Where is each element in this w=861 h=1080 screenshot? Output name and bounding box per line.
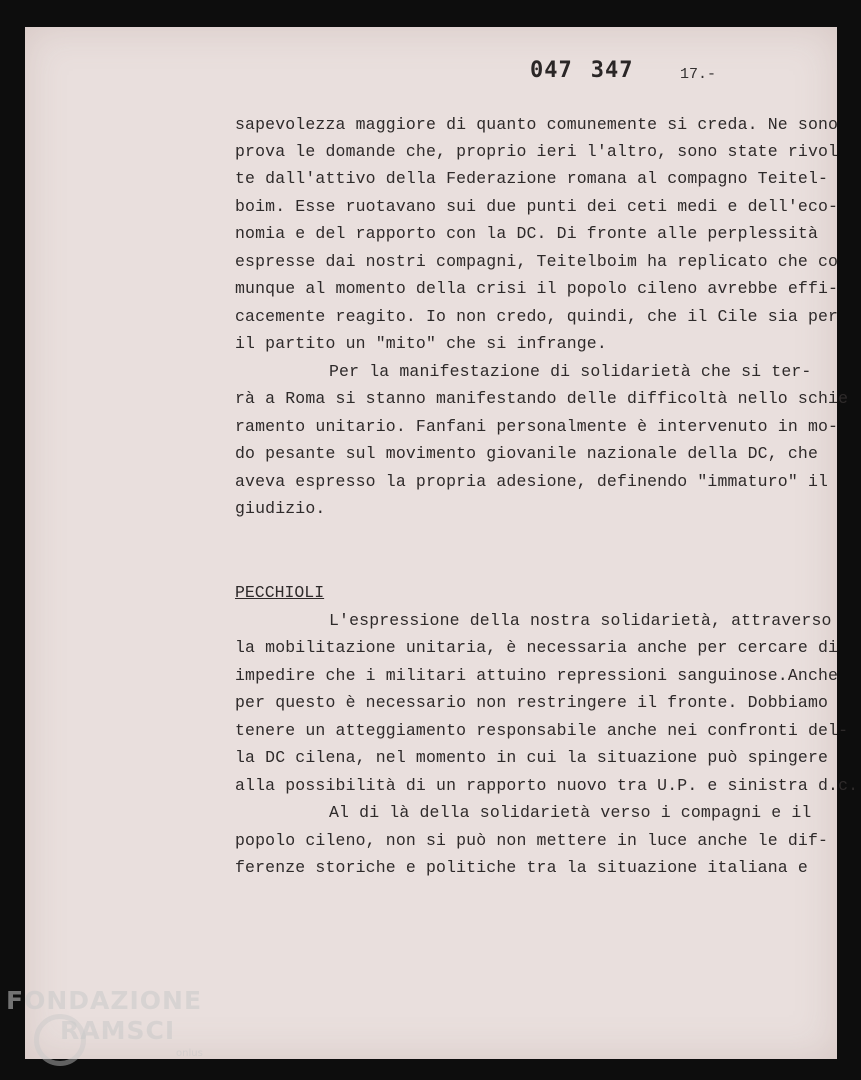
text-line: la DC cilena, nel momento in cui la situazione può spingere (235, 748, 829, 767)
text-line: do pesante sul movimento giovanile nazionale della DC, che (235, 444, 818, 463)
text-line: per questo è necessario non restringere il fronte. Dobbiamo (235, 693, 829, 712)
text-line: giudizio. (235, 499, 326, 518)
text-line: sapevolezza maggiore di quanto comunemente si creda. Ne sono (235, 115, 839, 134)
text-line: rà a Roma si stanno manifestando delle difficoltà nello schie (235, 389, 849, 408)
speaker-heading: PECCHIOLI (235, 583, 325, 602)
text-line: boim. Esse ruotavano sui due punti dei ceti medi e dell'eco- (235, 197, 839, 216)
text-line: aveva espresso la propria adesione, definendo "immaturo" il (235, 472, 829, 491)
text-line: L'espressione della nostra solidarietà, attraverso (329, 611, 832, 630)
text-line: il partito un "mito" che si infrange. (235, 334, 607, 353)
text-line: te dall'attivo della Federazione romana al compagno Teitel- (235, 169, 829, 188)
text-line: Al di là della solidarietà verso i compagni e il (329, 803, 812, 822)
archive-code-1: 047 (530, 58, 573, 83)
text-line: espresse dai nostri compagni, Teitelboim ha replicato che co (235, 252, 839, 271)
text-line: prova le domande che, proprio ieri l'altro, sono state rivol (235, 142, 839, 161)
watermark-line-3: onlus (176, 1048, 203, 1059)
archive-code-2: 347 (590, 58, 634, 83)
watermark-line-2: RAMSCI (60, 1016, 176, 1045)
text-line: tenere un atteggiamento responsabile anche nei confronti del- (235, 721, 849, 740)
text-line: popolo cileno, non si può non mettere in luce anche le dif- (235, 831, 829, 850)
text-line: nomia e del rapporto con la DC. Di fronte alle perplessità (235, 224, 818, 243)
text-line: la mobilitazione unitaria, è necessaria anche per cercare di (235, 638, 839, 657)
text-line: ramento unitario. Fanfani personalmente è intervenuto in mo- (235, 417, 839, 436)
text-line: alla possibilità di un rapporto nuovo tra U.P. e sinistra d.c. (235, 776, 859, 795)
page-number: 17.- (680, 66, 717, 83)
text-line: impedire che i militari attuino repressioni sanguinose.Anche (235, 666, 839, 685)
text-line: ferenze storiche e politiche tra la situazione italiana e (235, 858, 808, 877)
watermark-line-1: FONDAZIONE (6, 986, 203, 1015)
text-line: Per la manifestazione di solidarietà che si ter- (329, 362, 812, 381)
text-line: munque al momento della crisi il popolo cileno avrebbe effi- (235, 279, 839, 298)
text-line: cacemente reagito. Io non credo, quindi, che il Cile sia per (235, 307, 839, 326)
archive-stamp (530, 58, 634, 83)
